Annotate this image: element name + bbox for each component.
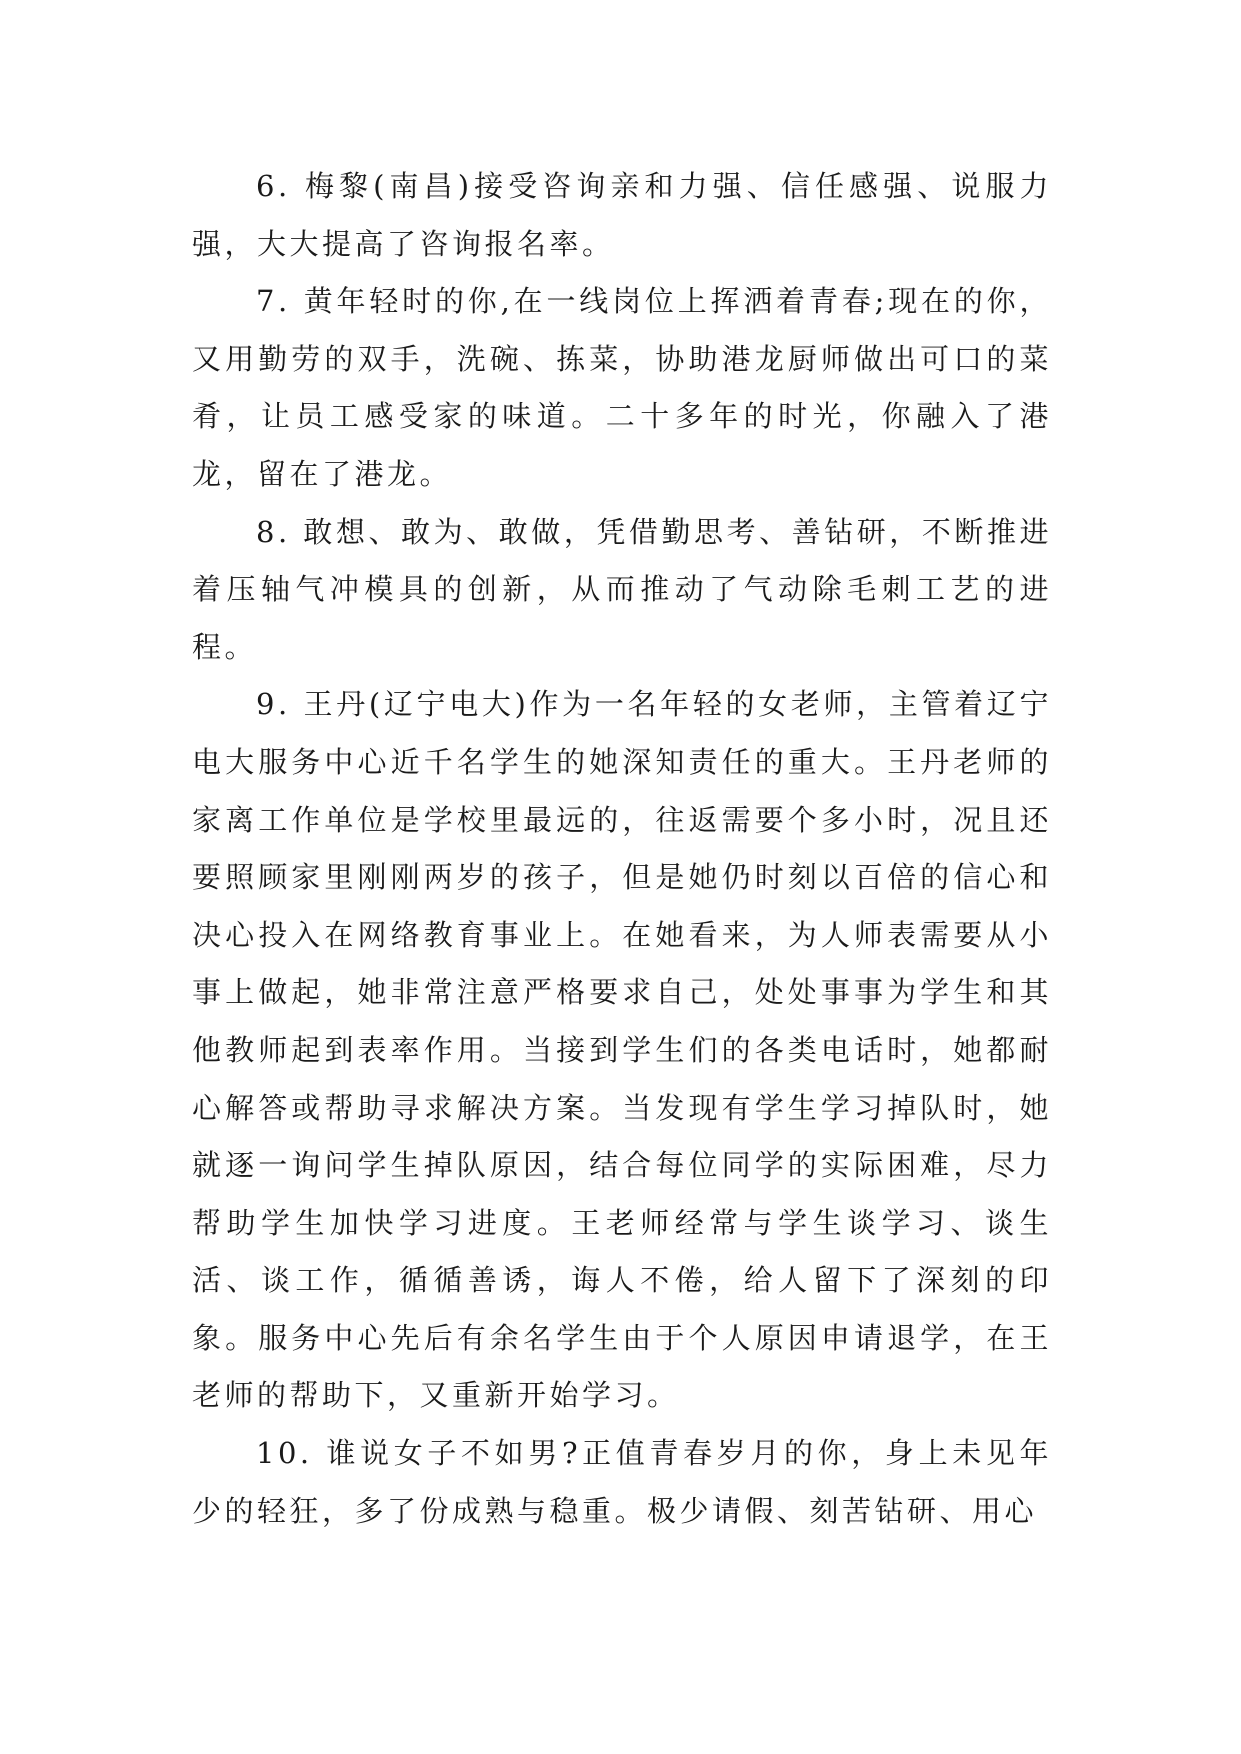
document-body [192, 158, 1052, 1540]
paragraph-8: 8. 敢想、敢为、敢做，凭借勤思考、善钻研，不断推进着压轴气冲模具的创新，从而推动了气动除毛刺工艺的进程。 [192, 514, 1052, 664]
paragraph-7: 7. 黄年轻时的你,在一线岗位上挥洒着青春;现在的你，又用勤劳的双手，洗碗、拣菜，协助港龙厨师做出可口的菜肴，让员工感受家的味道。二十多年的时光，你融入了港龙，留在了港龙。 [192, 284, 1052, 491]
paragraph-9: 9. 王丹(辽宁电大)作为一名年轻的女老师，主管着辽宁电大服务中心近千名学生的她深知责任的重大。王丹老师的家离工作单位是学校里最远的，往返需要个多小时，况且还要照顾家里刚刚两岁的孩子，但是她仍时刻以百倍的信心和决心投入在网络教育事业上。在她看来，为人师表需要从小事上做起，她非常注意严格要求自己，处处事事为学生和其他教师起到表率作用。当接到学生们的各类电话时，她都耐心解答或帮助寻求解决方案。当发现有学生学习掉队时，她就逐一询问学生掉队原因，结合每位同学的实际困难，尽力帮助学生加快学习进度。王老师经常与学生谈学习、谈生活、谈工作，循循善诱，诲人不倦，给人留下了深刻的印象。服务中心先后有余名学生由于个人原因申请退学，在王老师的帮助下，又重新开始学习。 [192, 687, 1052, 1413]
paragraph-6: 6. 梅黎(南昌)接受咨询亲和力强、信任感强、说服力强，大大提高了咨询报名率。 [192, 169, 1052, 261]
paragraph-10: 10. 谁说女子不如男?正值青春岁月的你，身上未见年少的轻狂，多了份成熟与稳重。极少请假、刻苦钻研、用心 [192, 1436, 1052, 1528]
